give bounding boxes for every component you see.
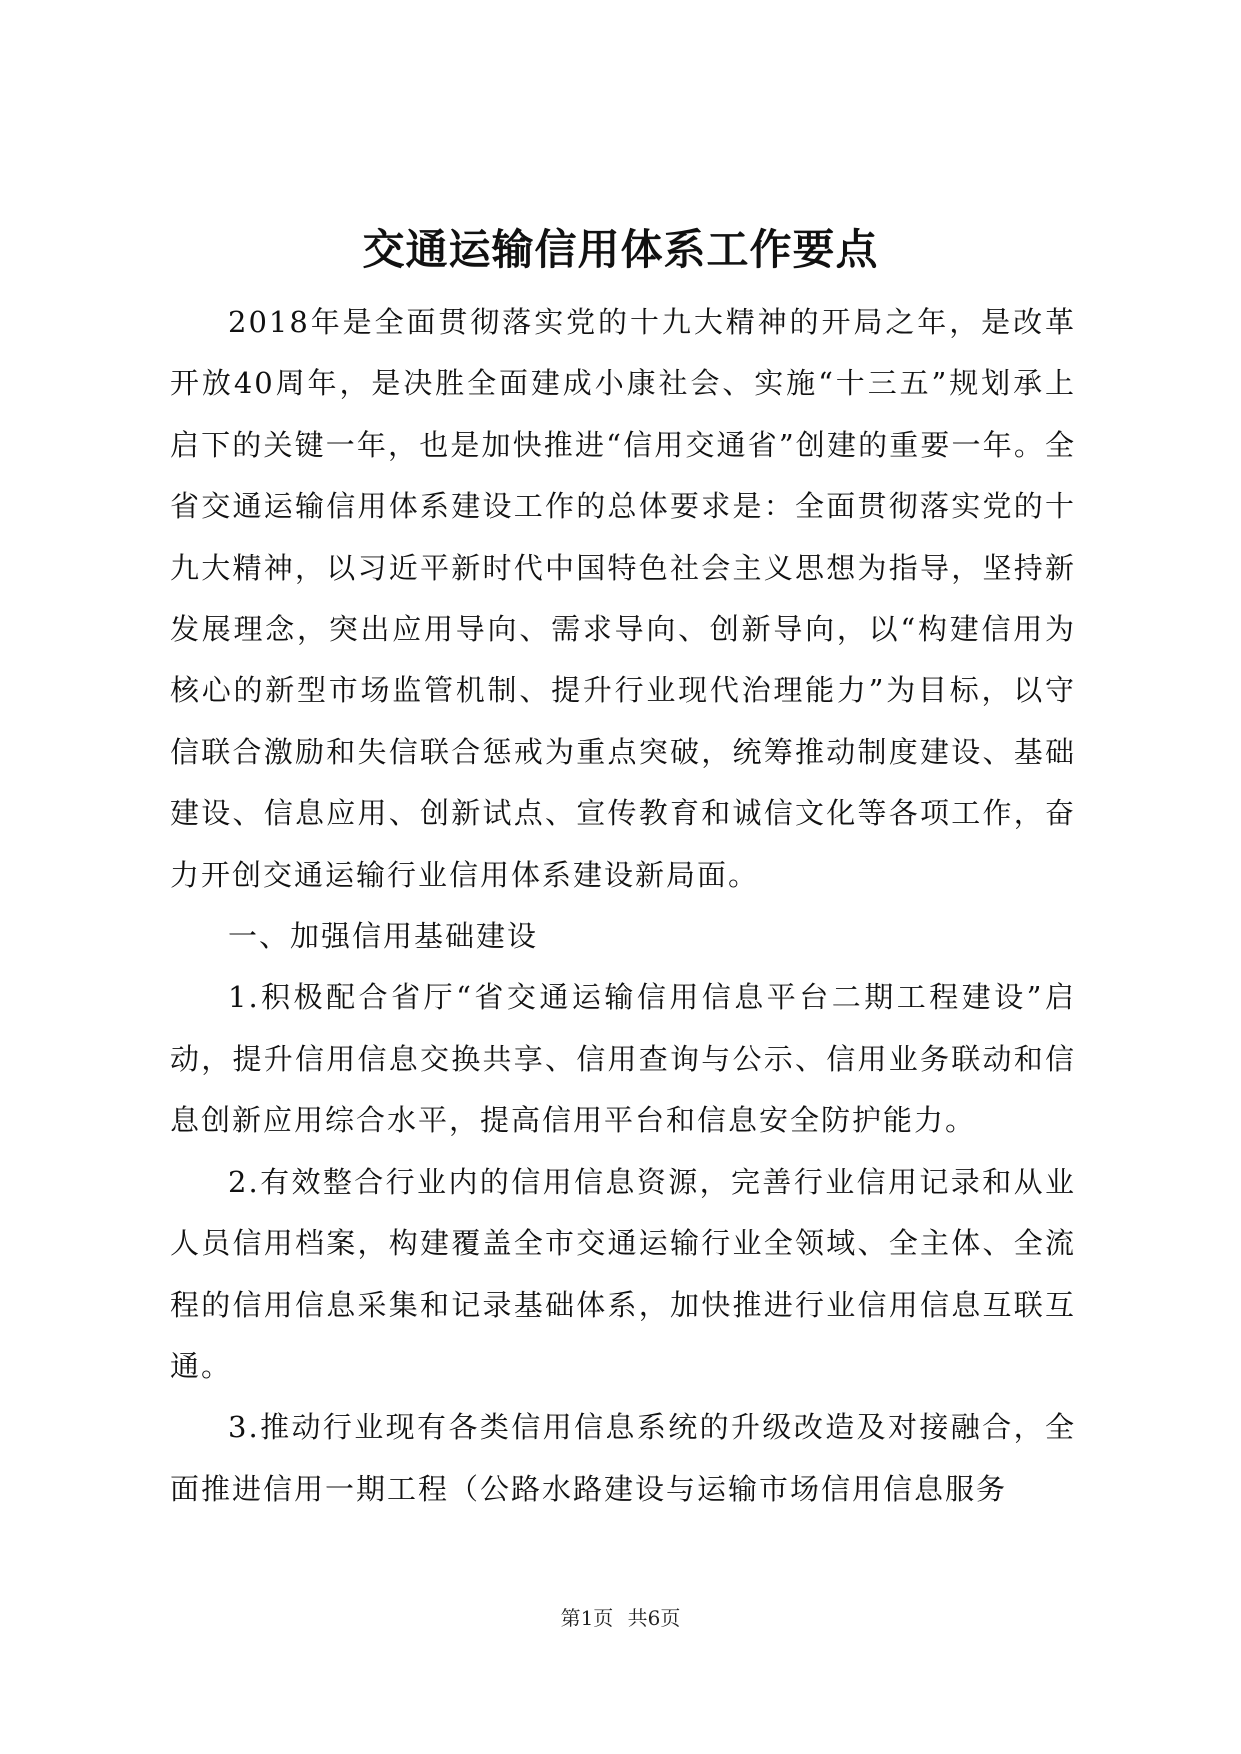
paragraph-item-3: 3.推动行业现有各类信用信息系统的升级改造及对接融合，全面推进信用一期工程（公路水路建设与运输市场信用信息服务 xyxy=(170,1410,1076,1506)
page-number: 第1页 xyxy=(560,1606,614,1630)
document-title: 交通运输信用体系工作要点 xyxy=(362,225,879,274)
paragraph-item-1: 1.积极配合省厅“省交通运输信用信息平台二期工程建设”启动，提升信用信息交换共享、信用查询与公示、信用业务联动和信息创新应用综合水平，提高信用平台和信息安全防护能力。 xyxy=(170,980,1076,1138)
paragraph-item-2: 2.有效整合行业内的信用信息资源，完善行业信用记录和从业人员信用档案，构建覆盖全市交通运输行业全领域、全主体、全流程的信用信息采集和记录基础体系，加快推进行业信用信息互联互通。 xyxy=(170,1164,1076,1383)
document-body xyxy=(170,292,1076,1520)
page-total: 共6页 xyxy=(627,1606,681,1630)
page-footer xyxy=(0,1604,1241,1632)
paragraph-intro: 2018年是全面贯彻落实党的十九大精神的开局之年，是改革开放40周年，是决胜全面建成小康社会、实施“十三五”规划承上启下的关键一年，也是加快推进“信用交通省”创建的重要一年。全省交通运输信用体系建设工作的总体要求是：全面贯彻落实党的十九大精神，以习近平新时代中国特色社会主义思想为指导，坚持新发展理念，突出应用导向、需求导向、创新导向，以“构建信用为核心的新型市场监管机制、提升行业现代治理能力”为目标，以守信联合激励和失信联合惩戒为重点突破，统筹推动制度建设、基础建设、信息应用、创新试点、宣传教育和诚信文化等各项工作，奋力开创交通运输行业信用体系建设新局面。 xyxy=(170,305,1076,892)
section-heading-1: 一、加强信用基础建设 xyxy=(228,919,539,954)
